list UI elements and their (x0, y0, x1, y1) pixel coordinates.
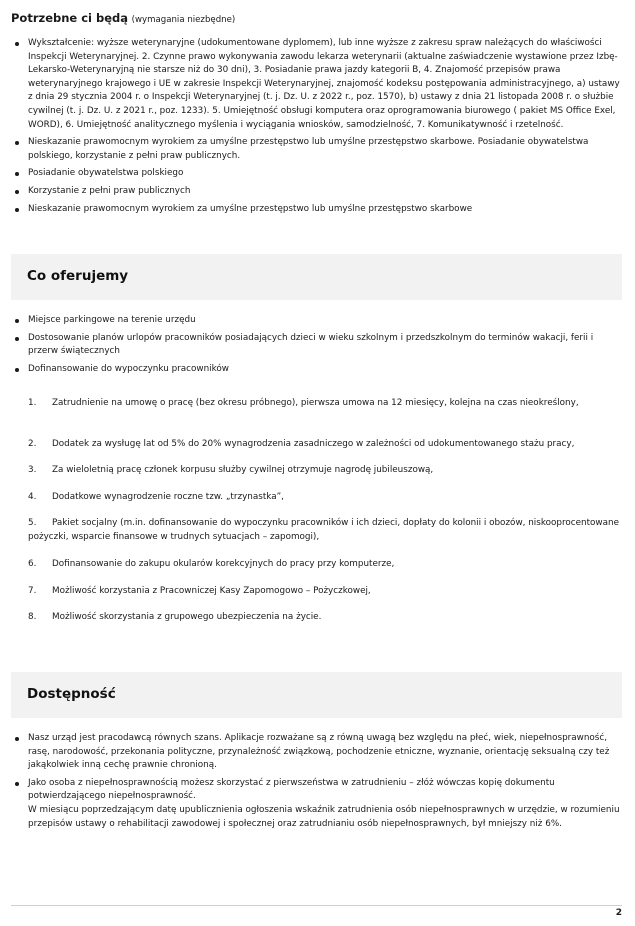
requirements-subtitle: (wymagania niezbędne) (131, 15, 236, 25)
offer-title: Co oferujemy (27, 268, 129, 284)
accessibility-title: Dostępność (27, 686, 116, 702)
accessibility-section-header (11, 672, 622, 718)
offer-numbered-item: 2. Dodatek za wysługę lat od 5% do 20% wynagrodzenia zasadniczego w zależności od udokumentowanego stażu pracy, (28, 439, 575, 449)
list-item: Dofinansowanie do wypoczynku pracowników (11, 363, 621, 377)
list-item: Nieskazanie prawomocnym wyrokiem za umyślne przestępstwo lub umyślne przestępstwo skarbowe (11, 203, 621, 217)
list-item: Dostosowanie planów urlopów pracowników posiadających dzieci w wieku szkolnym i przedszkolnym do terminów wakacji, ferii i przerw świątecznych (11, 332, 621, 359)
requirements-list (11, 37, 621, 216)
footer-divider (11, 905, 622, 906)
page-number: 2 (615, 908, 622, 918)
requirements-title: Potrzebne ci będą (11, 11, 128, 25)
offer-section-header (11, 254, 622, 300)
offer-numbered-item: 4. Dodatkowe wynagrodzenie roczne tzw. „trzynastka”, (28, 492, 284, 502)
offer-numbered-item: 5. Pakiet socjalny (m.in. dofinansowanie do wypoczynku pracowników i ich dzieci, dopłaty do kolonii i obozów, niskooprocentowane pożyczki, wsparcie finansowe w trudnych sytuacjach – zapomogi), (28, 518, 619, 542)
requirements-heading (11, 11, 235, 25)
list-item-text: Jako osoba z niepełnosprawnością możesz skorzystać z pierwszeństwa w zatrudnieniu – złóż wówczas kopię dokumentu potwierdzającego niepełnosprawność. (28, 777, 555, 802)
list-item: Nasz urząd jest pracodawcą równych szans. Aplikacje rozważane są z równą uwagą bez względu na płeć, wiek, niepełnosprawność, rasę, narodowość, przekonania polityczne, przynależność związkową, pochodzenie etniczne, wyznanie, orientację seksualną czy też jakąkolwiek inną cechę prawnie chronioną. (11, 732, 621, 773)
list-item-text: W miesiącu poprzedzającym datę upublicznienia ogłoszenia wskaźnik zatrudnienia osób niepełnosprawnych w urzędzie, w rozumieniu przepisów ustawy o rehabilitacji zawodowej i społecznej oraz zatrudnianiu osób niepełnosprawnych, był mniejszy niż 6%. (28, 804, 620, 829)
list-item: Korzystanie z pełni praw publicznych (11, 185, 621, 199)
offer-numbered-item: 3. Za wieloletnią pracę członek korpusu służby cywilnej otrzymuje nagrodę jubileuszową, (28, 465, 434, 475)
list-item: Miejsce parkingowe na terenie urzędu (11, 314, 621, 328)
offer-numbered-item: 1. Zatrudnienie na umowę o pracę (bez okresu próbnego), pierwsza umowa na 12 miesięcy, kolejna na czas nieokreślony, (28, 398, 579, 408)
offer-numbered-item: 8. Możliwość skorzystania z grupowego ubezpieczenia na życie. (28, 612, 322, 622)
offer-numbered-item: 6. Dofinansowanie do zakupu okularów korekcyjnych do pracy przy komputerze, (28, 559, 395, 569)
offer-numbered-item: 7. Możliwość korzystania z Pracowniczej Kasy Zapomogowo – Pożyczkowej, (28, 586, 371, 596)
list-item (11, 777, 621, 831)
list-item: Posiadanie obywatelstwa polskiego (11, 167, 621, 181)
accessibility-list (11, 732, 621, 831)
list-item: Nieskazanie prawomocnym wyrokiem za umyślne przestępstwo lub umyślne przestępstwo skarbowe. Posiadanie obywatelstwa polskiego, korzystanie z pełni praw publicznych. (11, 136, 621, 163)
offer-list (11, 314, 621, 376)
list-item: Wykształcenie: wyższe weterynaryjne (udokumentowane dyplomem), lub inne wyższe z zakresu spraw należących do właściwości Inspekcji Weterynaryjnej. 2. Czynne prawo wykonywania zawodu lekarza weterynarii (aktualne zaświadczenie wystawione przez Izbę-Lekarsko-Weterynaryjną nie starsze niż do 30 dni), 3. Posiadanie prawa jazdy kategorii B, 4. Znajomość przepisów prawa weterynaryjnego krajowego i UE w zakresie Inspekcji Weterynaryjnej, znajomość kodeksu postępowania administracyjnego, a) ustawy z dnia 29 stycznia 2004 r. o Inspekcji Weterynaryjnej (t. j. Dz. U. z 2022 r., poz. 1570), b) ustawy z dnia 21 listopada 2008 r. o służbie cywilnej (t. j. Dz. U. z 2021 r., poz. 1233). 5. Umiejętność obsługi komputera oraz oprogramowania biurowego ( pakiet MS Office Exel, WORD), 6. Umiejętność analitycznego myślenia i wyciągania wniosków, samodzielność, 7. Komunikatywność i rzetelność. (11, 37, 621, 132)
